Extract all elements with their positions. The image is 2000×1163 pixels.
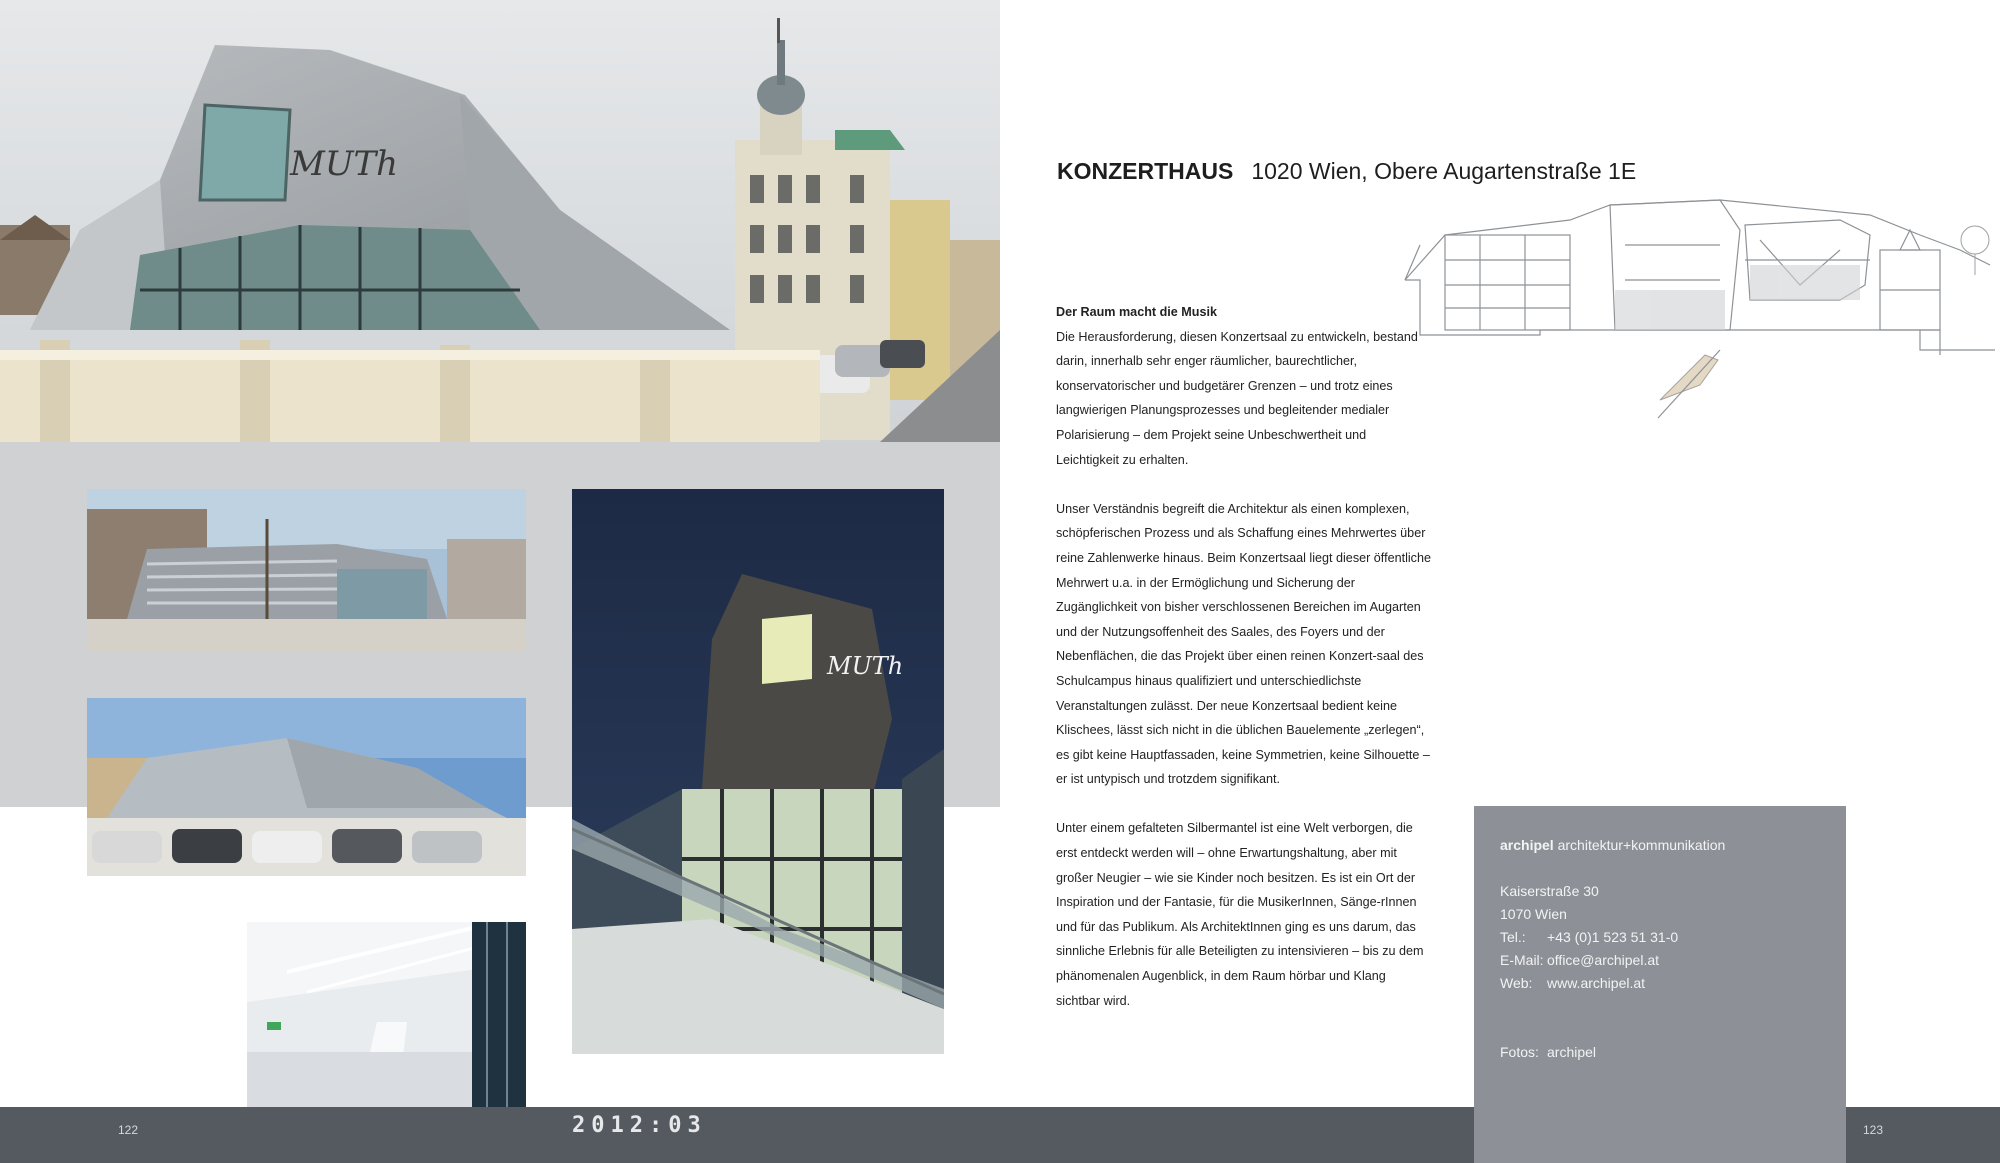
article-body — [1056, 300, 1431, 1038]
firm-name — [1500, 834, 1830, 857]
article-paragraph-1 — [1056, 300, 1431, 472]
photo-exterior-street — [0, 0, 1000, 442]
section-drawing — [1400, 190, 1995, 430]
address-city: 1070 Wien — [1500, 906, 1567, 922]
firm-name-bold: archipel — [1500, 837, 1554, 853]
article-paragraph-3: Unter einem gefalteten Silbermantel ist eine Welt verborgen, die erst entdeckt werden will – ohne Erwartungshaltung, aber mit großer Neugier – wie sie Kinder noch besitzen. Es ist ein Ort der Inspiration und der Fantasie, für die MusikerInnen, Sänge-rInnen und für das Publikum. Als ArchitektInnen ging es uns darum, das sinnliche Erlebnis für alle Beteiligten zu intensivieren – bis zu dem phänomenalen Augenblick, in dem Raum hörbar und Klang sichtbar wird. — [1056, 821, 1424, 1008]
architect-info-box — [1474, 806, 1846, 1163]
muth-sign-night: MUTh — [827, 652, 904, 680]
phone-row — [1500, 926, 1830, 949]
photo-credit-row — [1500, 1041, 1830, 1064]
muth-sign-main: MUTh — [290, 144, 399, 184]
paragraph-1-text: Die Herausforderung, diesen Konzertsaal zu entwickeln, bestand darin, innerhalb sehr enger räumlicher, baurechtlicher, konservatorischer und budgetärer Grenzen – und trotz eines langwierigen Planungsprozesses und begleitender medialer Polarisierung – dem Projekt seine Unbeschwertheit und Leichtigkeit zu erhalten. — [1056, 329, 1418, 467]
photo-interior-foyer — [247, 922, 526, 1107]
photo-night-entrance — [572, 489, 944, 1054]
phone-label: Tel.: — [1500, 929, 1526, 945]
article-heading: Der Raum macht die Musik — [1056, 305, 1217, 319]
photo-credit-label: Fotos: — [1500, 1044, 1539, 1060]
page-number-left: 122 — [118, 1123, 139, 1137]
firm-name-rest: architektur+kommunikation — [1557, 837, 1726, 853]
article-paragraph-2: Unser Verständnis begreift die Architektur als einen komplexen, schöpferischen Prozess und als Schaffung eines Mehrwertes über reine Zahlenwerke hinaus. Beim Konzertsaal liegt dieser öffentliche Mehrwert u.a. in der Ermöglichung und Sicherung der Zugänglichkeit von bisher verschlossenen Bereichen im Augarten und der Nutzungsoffenheit des Saales, des Foyers und der Nebenflächen, die das Projekt über einen reinen Konzert-saal des Schulcampus hinaus qualifiziert und unterschiedlichste Veranstaltungen zulässt. Der neue Konzertsaal bedient keine Klischees, lässt sich nicht in die üblichen Bauelemente „zerlegen“, es gibt keine Hauptfassaden, keine Symmetrien, keine Silhouette – er ist untypisch und trotzdem signifikant. — [1056, 501, 1431, 787]
title-address: 1020 Wien, Obere Augartenstraße 1E — [1251, 158, 1637, 184]
photo-credit-value: archipel — [1547, 1044, 1597, 1060]
photo-exterior-side — [87, 489, 526, 652]
page-number-right: 123 — [1863, 1123, 1884, 1137]
web-label: Web: — [1500, 975, 1533, 991]
article-title — [1057, 158, 1636, 185]
issue-label: 2012:03 — [572, 1113, 707, 1138]
address-street: Kaiserstraße 30 — [1500, 883, 1599, 899]
phone-value: +43 (0)1 523 51 31-0 — [1547, 929, 1679, 945]
email-label: E-Mail: — [1500, 952, 1544, 968]
email-link[interactable]: office@archipel.at — [1547, 952, 1660, 968]
web-row — [1500, 972, 1830, 995]
email-row — [1500, 949, 1830, 972]
web-link[interactable]: www.archipel.at — [1547, 975, 1646, 991]
title-name: KONZERTHAUS — [1057, 158, 1234, 184]
photo-exterior-cars — [87, 698, 526, 876]
